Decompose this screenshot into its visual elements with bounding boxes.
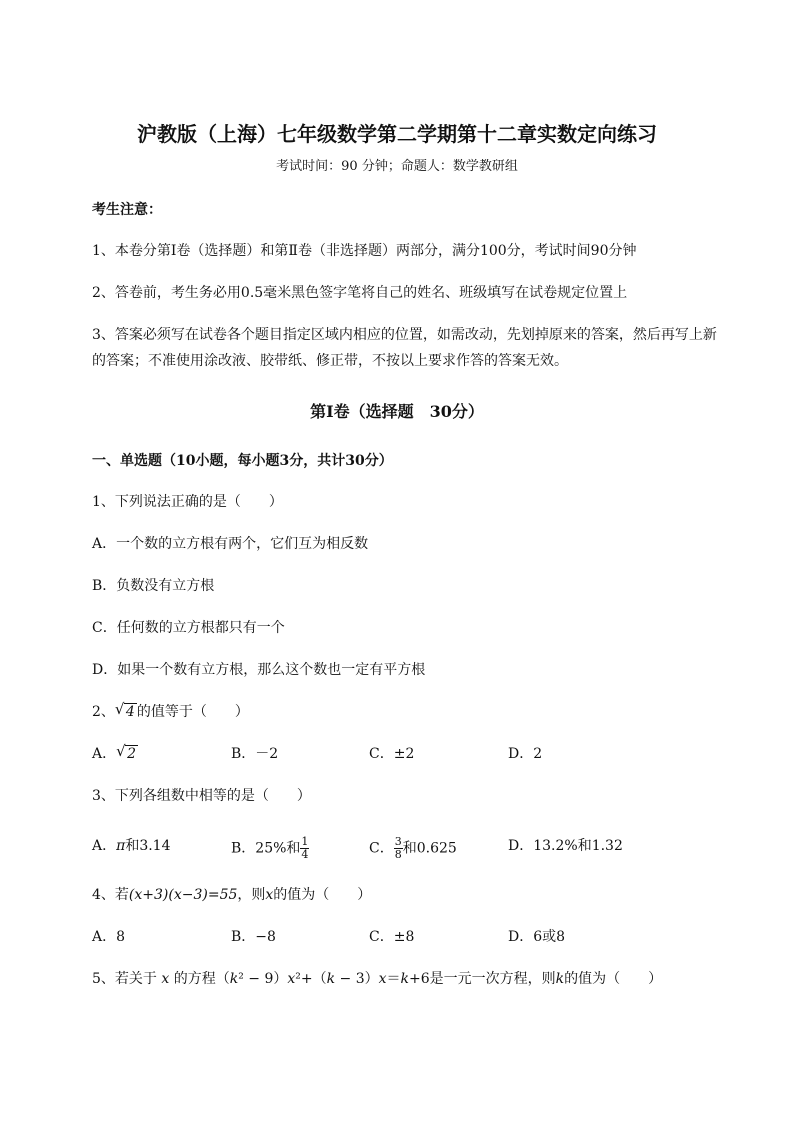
note-2: 2、答卷前，考生务必用0.5毫米黑色签字笔将自己的姓名、班级填写在试卷规定位置上 bbox=[92, 285, 628, 301]
question-3-option-d: D．13.2%和1.32 bbox=[508, 838, 623, 854]
question-4-middle: ，则 bbox=[237, 887, 266, 903]
variable: x bbox=[161, 971, 170, 987]
page-title: 沪教版（上海）七年级数学第二学期第十二章实数定向练习 bbox=[137, 122, 657, 146]
question-2-suffix: 的值等于（ ） bbox=[136, 704, 249, 720]
variable: x bbox=[378, 971, 387, 987]
numerator: 3 bbox=[394, 835, 402, 848]
question-4-stem bbox=[92, 885, 371, 905]
question-5-stem bbox=[92, 969, 662, 989]
question-4-suffix: 的值为（ ） bbox=[273, 887, 372, 903]
question-3-option-c bbox=[369, 836, 457, 861]
question-2-option-b: B．－2 bbox=[231, 746, 279, 762]
question-2-option-d: D．2 bbox=[508, 746, 543, 762]
text: +6是一元一次方程，则 bbox=[409, 971, 556, 987]
question-2-option-a-radicand: 2 bbox=[127, 746, 137, 762]
note-3-line-2: 的答案；不准使用涂改液、胶带纸、修正带，不按以上要求作答的答案无效。 bbox=[92, 353, 568, 369]
text: 5、若关于 bbox=[92, 971, 162, 987]
part-1-title: 第Ⅰ卷（选择题 30分） bbox=[310, 402, 484, 421]
question-4-option-c: C．±8 bbox=[369, 929, 415, 945]
question-2-option-a bbox=[92, 744, 138, 764]
option-label: A． bbox=[92, 746, 117, 762]
question-3-option-a bbox=[92, 836, 171, 856]
variable: k bbox=[229, 971, 239, 987]
fraction bbox=[300, 836, 309, 861]
question-1-option-d: D．如果一个数有立方根，那么这个数也一定有平方根 bbox=[92, 662, 426, 678]
denominator: 8 bbox=[394, 848, 402, 861]
text: 的值为（ ） bbox=[564, 971, 663, 987]
question-4-option-d: D．6或8 bbox=[508, 929, 566, 945]
option-label: C． bbox=[369, 840, 394, 857]
numerator: 1 bbox=[301, 835, 309, 848]
question-1-option-c: C．任何数的立方根都只有一个 bbox=[92, 620, 285, 636]
sqrt-symbol: √ 4 bbox=[114, 700, 135, 720]
option-label: A． bbox=[92, 838, 117, 854]
question-3-stem: 3、下列各组数中相等的是（ ） bbox=[92, 788, 311, 804]
text: 的方程（ bbox=[169, 971, 230, 987]
section-1-heading: 一、单选题（10小题，每小题3分，共计30分） bbox=[92, 453, 393, 469]
variable: x bbox=[287, 971, 296, 987]
question-3-option-b bbox=[231, 836, 309, 861]
question-1-option-b: B．负数没有立方根 bbox=[92, 578, 215, 594]
variable: x bbox=[265, 887, 274, 903]
question-4-option-b: B．−8 bbox=[231, 929, 276, 945]
equation: (x+3)(x−3)=55 bbox=[128, 887, 238, 903]
option-text: 和3.14 bbox=[125, 838, 171, 854]
denominator: 4 bbox=[301, 848, 309, 861]
variable: k bbox=[326, 971, 336, 987]
variable: k bbox=[400, 971, 410, 987]
text: − 3） bbox=[335, 971, 379, 987]
text: ＝ bbox=[386, 971, 401, 987]
pi-symbol: π bbox=[116, 838, 126, 854]
question-2-option-c: C．±2 bbox=[369, 746, 415, 762]
question-1-stem: 1、下列说法正确的是（ ） bbox=[92, 494, 283, 510]
note-3-line-1: 3、答案必须写在试卷各个题目指定区域内相应的位置，如需改动，先划掉原来的答案，然后再写上新 bbox=[92, 327, 717, 343]
note-1: 1、本卷分第Ⅰ卷（选择题）和第Ⅱ卷（非选择题）两部分，满分100分，考试时间90分钟 bbox=[92, 243, 637, 259]
question-2-stem bbox=[92, 702, 249, 722]
question-1-option-a: A．一个数的立方根有两个，它们互为相反数 bbox=[92, 536, 369, 552]
question-4-option-a: A．8 bbox=[92, 929, 126, 945]
notes-heading: 考生注意： bbox=[92, 202, 162, 218]
question-2-radicand: 4 bbox=[125, 704, 135, 720]
question-2-prefix: 2、 bbox=[92, 704, 115, 720]
option-text: 和0.625 bbox=[402, 840, 457, 857]
variable: k bbox=[555, 971, 565, 987]
text: ²+（ bbox=[295, 971, 327, 987]
page-subtitle: 考试时间：90 分钟；命题人：数学教研组 bbox=[276, 159, 518, 174]
sqrt-symbol: √ 2 bbox=[116, 742, 137, 762]
text: ² − 9） bbox=[238, 971, 288, 987]
option-label: B．25%和 bbox=[231, 840, 301, 857]
fraction bbox=[394, 836, 403, 861]
question-4-prefix: 4、若 bbox=[92, 887, 129, 903]
